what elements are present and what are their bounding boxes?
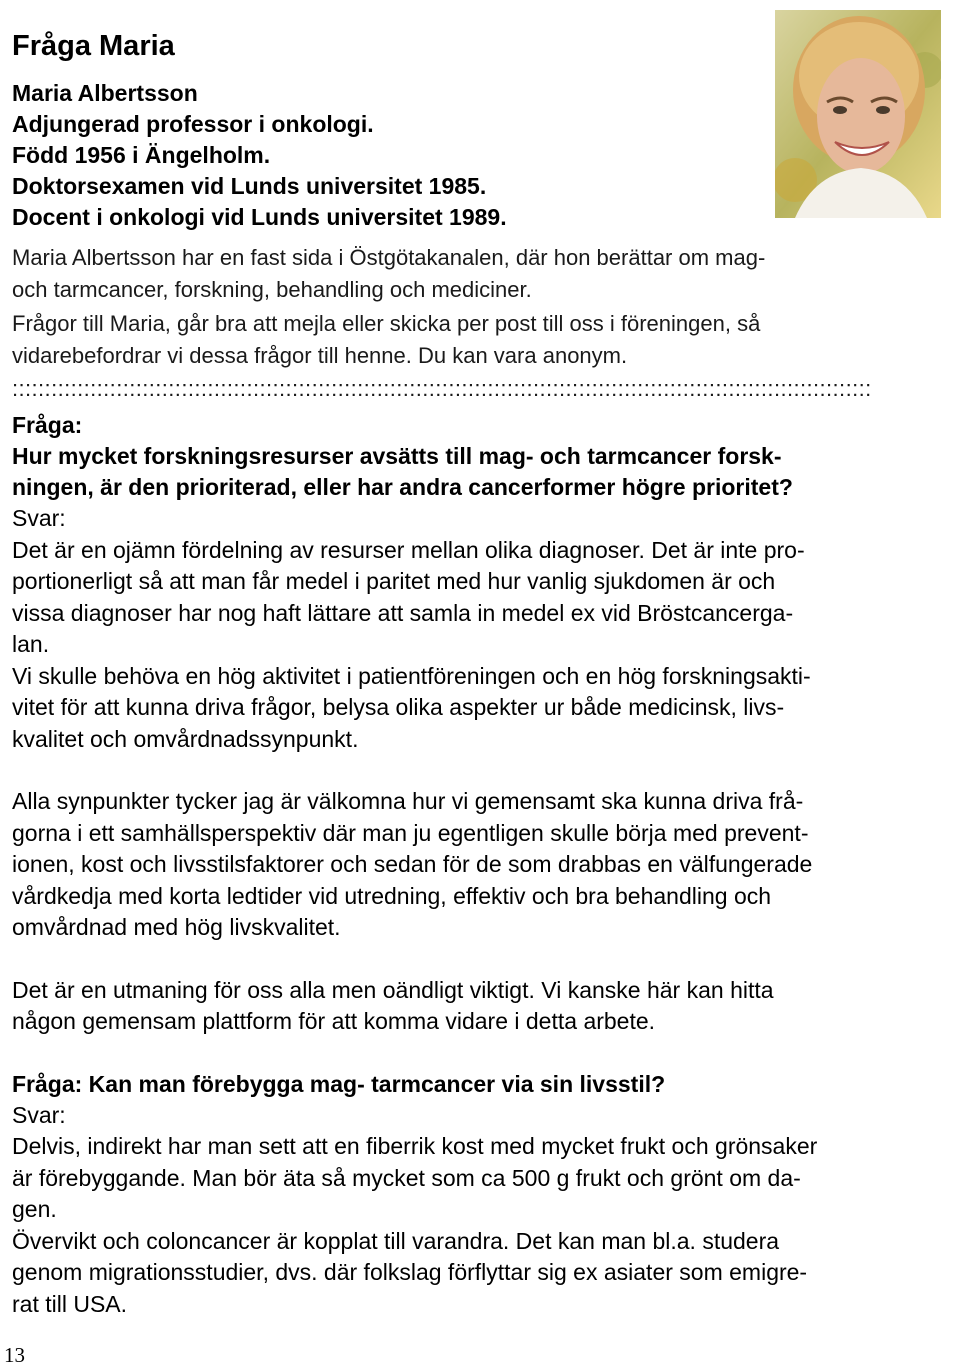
text-line: vissa diagnoser har nog haft lättare att samla in medel ex vid Bröstcancerga-	[12, 599, 794, 626]
author-portrait	[775, 10, 941, 218]
dotted-separator: ::::::::::::::::::::::::::::::::::::::::::::::::::::::::::::::::::::::::::::::::::::::::::::::::::::::::::::::::::::::::::::::::::::	[12, 376, 872, 401]
author-docent: Docent i onkologi vid Lunds universitet 1989.	[12, 204, 507, 230]
text-line: Alla synpunkter tycker jag är välkomna hur vi gemensamt ska kunna driva frå-	[12, 788, 804, 814]
text-line: någon gemensam plattform för att komma vidare i detta arbete.	[12, 1008, 656, 1034]
answer-paragraph	[12, 535, 957, 756]
author-name: Maria Albertsson	[12, 80, 198, 106]
text-line: Vi skulle behöva en hög aktivitet i patientföreningen och en hög forskningsakti-	[12, 662, 811, 689]
question-text	[12, 441, 957, 503]
author-title: Adjungerad professor i onkologi.	[12, 111, 374, 137]
author-born: Född 1956 i Ängelholm.	[12, 142, 271, 168]
text-line: gorna i ett samhällsperspektiv där man ju egentligen skulle börja med prevent-	[12, 819, 809, 846]
text-line: lan.	[12, 631, 50, 657]
text-line: kvalitet och omvårdnadssynpunkt.	[12, 725, 359, 752]
answer-2-paragraph	[12, 1131, 957, 1320]
author-bio	[12, 78, 507, 233]
text-line: gen.	[12, 1196, 57, 1222]
answer-label-2: Svar:	[12, 1101, 66, 1128]
text-line: ningen, är den prioriterad, eller har andra cancerformer högre prioritet?	[12, 474, 793, 500]
intro-paragraph	[12, 242, 957, 305]
answer-paragraph-3	[12, 975, 957, 1038]
text-line: Det är en utmaning för oss alla men oändligt viktigt. Vi kanske här kan hitta	[12, 976, 774, 1003]
text-line: rat till USA.	[12, 1290, 128, 1317]
text-line: ionen, kost och livsstilsfaktorer och sedan för de som drabbas en välfungerade	[12, 851, 813, 877]
contact-paragraph	[12, 308, 957, 371]
text-line: vitet för att kunna driva frågor, belysa olika aspekter ur både medicinsk, livs-	[12, 694, 785, 720]
text-line: Frågor till Maria, går bra att mejla eller skicka per post till oss i föreningen, så	[12, 311, 761, 336]
text-line: är förebyggande. Man bör äta så mycket som ca 500 g frukt och grönt om da-	[12, 1164, 801, 1191]
text-line: vårdkedja med korta ledtider vid utredning, effektiv och bra behandling och	[12, 882, 772, 909]
text-line: genom migrationsstudier, dvs. där folkslag förflyttar sig ex asiater som emigre-	[12, 1259, 808, 1285]
question-label: Fråga:	[12, 412, 83, 438]
text-line: omvårdnad med hög livskvalitet.	[12, 914, 341, 940]
answer-label: Svar:	[12, 505, 66, 531]
answer-paragraph-2	[12, 786, 957, 944]
text-line: Maria Albertsson har en fast sida i Östgötakanalen, där hon berättar om mag-	[12, 245, 766, 270]
text-line: Delvis, indirekt har man sett att en fiberrik kost med mycket frukt och grönsaker	[12, 1133, 818, 1159]
text-line: portionerligt så att man får medel i paritet med hur vanlig sjukdomen är och	[12, 568, 776, 594]
text-line: vidarebefordrar vi dessa frågor till henne. Du kan vara anonym.	[12, 342, 628, 368]
author-doctorate: Doktorsexamen vid Lunds universitet 1985.	[12, 173, 487, 199]
text-line: Hur mycket forskningsresurser avsätts till mag- och tarmcancer forsk-	[12, 443, 782, 469]
question-2: Fråga: Kan man förebygga mag- tarmcancer via sin livsstil?	[12, 1070, 666, 1097]
article-body	[12, 242, 957, 1320]
text-line: Övervikt och coloncancer är kopplat till varandra. Det kan man bl.a. studera	[12, 1227, 780, 1254]
page-title: Fråga Maria	[12, 30, 175, 62]
text-line: Det är en ojämn fördelning av resurser mellan olika diagnoser. Det är inte pro-	[12, 536, 805, 563]
page-number: 13	[4, 1343, 25, 1367]
text-line: och tarmcancer, forskning, behandling och mediciner.	[12, 276, 532, 302]
